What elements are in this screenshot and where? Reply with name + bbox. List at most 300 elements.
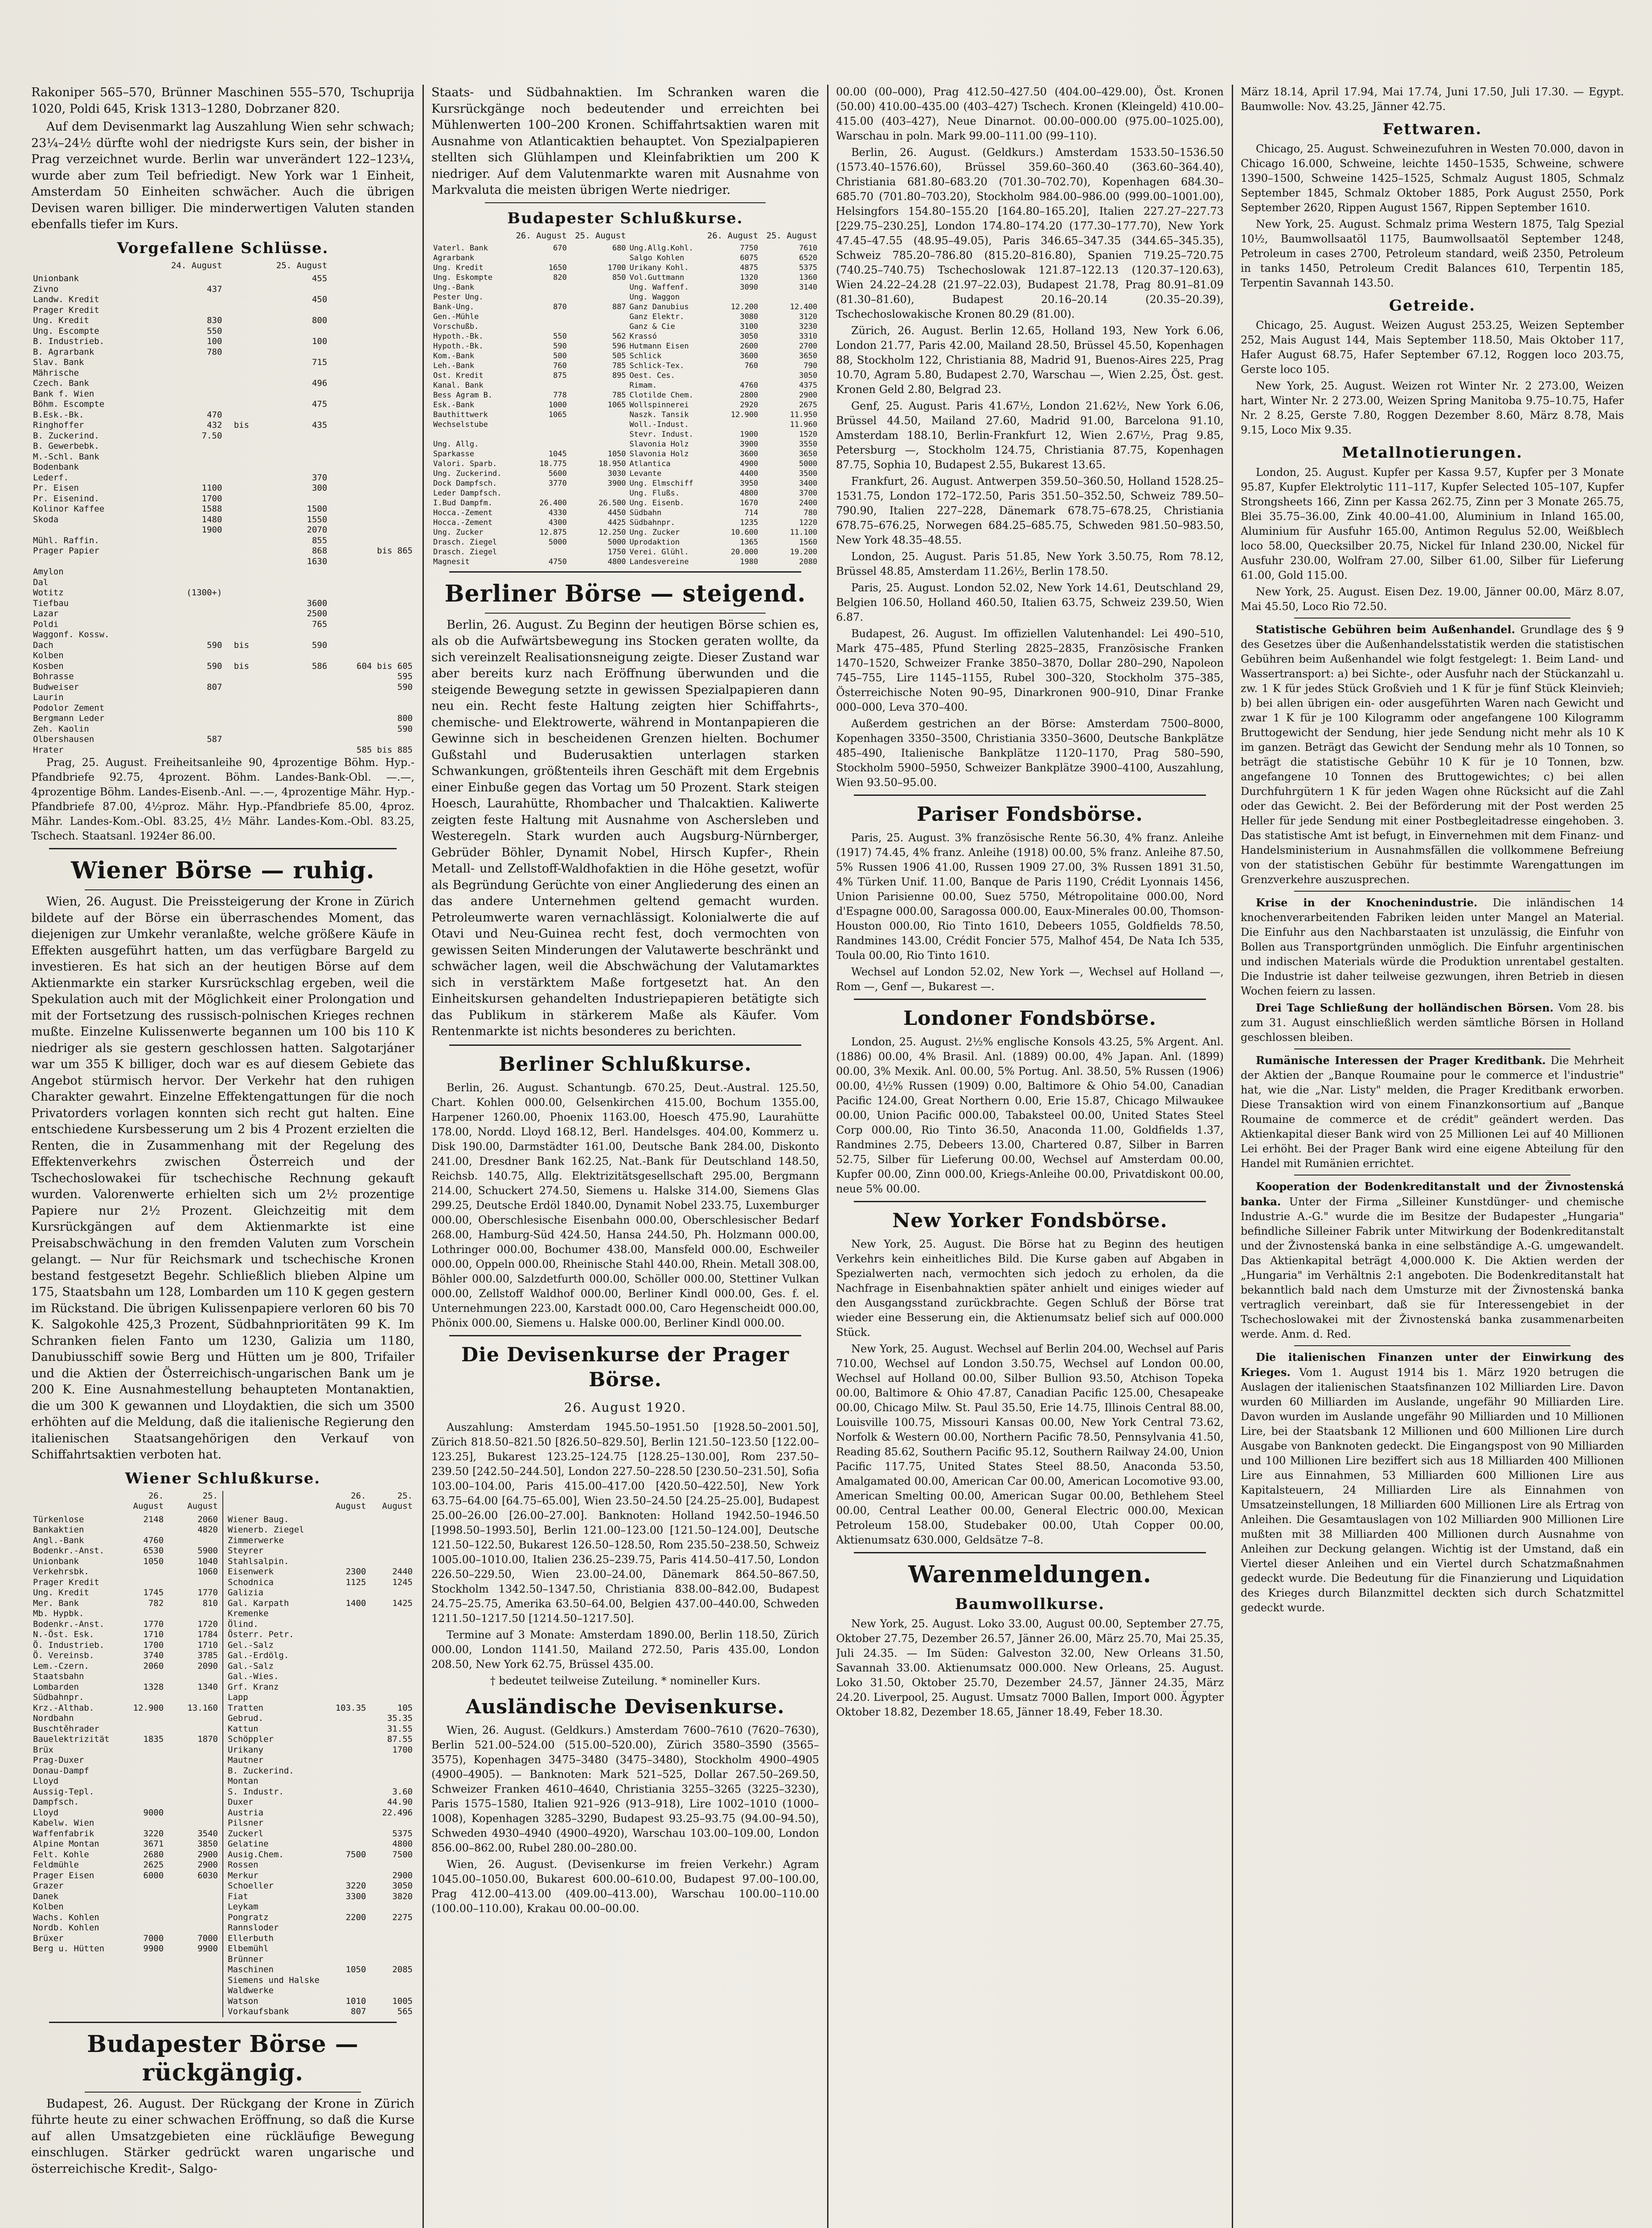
table-cell: Bodenkr.-Anst. xyxy=(33,1619,105,1629)
paris-paragraph: Paris, 25. August. London 52.02, New York 14.61, Deutschland 29, Belgien 106.50, Holland 460.50, Italien 63.75, Schweiz 239.50, Wien 6.87. xyxy=(836,582,1224,623)
table-cell: 4800 xyxy=(740,488,758,498)
table-cell xyxy=(251,494,329,504)
table-cell xyxy=(224,462,251,473)
table-cell: 3540 xyxy=(197,1828,218,1839)
table-cell: 1050 xyxy=(345,1965,366,1974)
table-cell: 6030 xyxy=(197,1870,218,1880)
table-cell: 1745 xyxy=(143,1588,164,1597)
table-cell xyxy=(760,292,819,302)
table-cell xyxy=(569,292,628,302)
table-cell xyxy=(146,368,224,379)
table-row xyxy=(226,1598,414,1609)
divider xyxy=(1294,1345,1570,1346)
table-cell: Nordbahn xyxy=(33,1713,74,1723)
pariser-fondsboerse-heading: Pariser Fondsbörse. xyxy=(917,803,1143,826)
table-cell xyxy=(329,557,414,567)
table-header-cell xyxy=(431,231,509,243)
table-row xyxy=(431,381,819,390)
table-cell: Bank-Ung. xyxy=(433,302,475,311)
table-row xyxy=(431,283,819,292)
table-cell: Prager Eisen xyxy=(33,1870,94,1880)
table-cell xyxy=(509,547,569,557)
table-cell: 1670 xyxy=(740,498,758,508)
table-cell: 1700 xyxy=(201,493,222,504)
table-cell: 2900 xyxy=(799,390,817,400)
table-row xyxy=(226,1525,414,1536)
table-cell: 1065 xyxy=(548,410,567,419)
table-row xyxy=(31,1850,220,1860)
table-row xyxy=(31,1588,220,1598)
table-cell xyxy=(329,640,414,651)
table-cell xyxy=(224,745,251,756)
table-cell xyxy=(509,253,569,263)
table-cell: Pr. Eisenind. xyxy=(33,493,99,504)
table-cell: Woll.-Indust. xyxy=(629,420,689,429)
table-cell: B. Industrieb. xyxy=(33,336,105,346)
table-cell xyxy=(146,389,224,400)
table-row xyxy=(31,462,414,473)
table-row xyxy=(226,1556,414,1567)
table-cell: bis xyxy=(234,640,250,650)
table-row xyxy=(31,1577,220,1588)
table-cell xyxy=(321,1797,368,1808)
table-cell xyxy=(165,1881,220,1892)
table-cell: Budweiser xyxy=(33,682,79,692)
table-row xyxy=(431,488,819,498)
table-row xyxy=(226,1651,414,1661)
table-cell: 790 xyxy=(803,361,817,370)
table-cell xyxy=(224,284,251,295)
table-cell: 1900 xyxy=(201,525,222,535)
table-cell: 2675 xyxy=(799,400,817,410)
table-cell: Ganz Danubius xyxy=(629,302,689,311)
table-cell xyxy=(146,305,224,316)
table-row xyxy=(431,479,819,488)
table-cell xyxy=(146,274,224,284)
table-row xyxy=(31,1692,220,1703)
table-cell: 590 xyxy=(397,724,413,734)
table-cell: 4450 xyxy=(607,508,626,517)
table-cell: 875 xyxy=(553,371,567,380)
table-cell: Kanal. Bank xyxy=(433,381,484,390)
table-row xyxy=(31,389,414,400)
table-cell: 3950 xyxy=(740,479,758,488)
table-cell: 4875 xyxy=(740,263,758,272)
col2-top-paragraph: Staats- und Südbahnaktien. Im Schranken waren die Kursrückgänge noch bedeutender und erreichten bei Mühlenwerten 100–200 Kronen. Schiffahrtsaktien waren mit Ausnahme von Atlanticaktien behauptet. Von Spezialpapieren stellten sich Glühlampen und Kleinfabriktien um 200 K niedriger. Auf dem Valutenmarkte waren mit Ausnahme von Markvaluta die meisten übrigen Werte niedriger. xyxy=(431,86,819,197)
table-cell: Leder Dampfsch. xyxy=(433,488,502,498)
table-cell: Drasch. Ziegel xyxy=(433,537,497,547)
table-cell: 1720 xyxy=(197,1619,218,1629)
table-cell xyxy=(321,1525,368,1536)
table-row xyxy=(226,1892,414,1902)
table-cell: 4425 xyxy=(607,518,626,527)
table-cell xyxy=(321,1944,368,1954)
table-cell: Ung. Kredit xyxy=(33,315,89,325)
table-row xyxy=(431,449,819,459)
table-cell: Merkur xyxy=(228,1870,258,1880)
table-cell: 496 xyxy=(312,378,328,388)
table-header-cell: 25. August xyxy=(276,260,328,270)
table-cell: Brünner xyxy=(228,1954,264,1964)
divider xyxy=(449,1335,801,1336)
table-cell: 1480 xyxy=(201,514,222,524)
divider xyxy=(449,571,801,573)
table-cell xyxy=(146,630,224,640)
table-row xyxy=(226,1745,414,1756)
budapester-schluss-heading: Budapester Schlußkurse. xyxy=(507,209,743,227)
table-row xyxy=(31,1860,220,1871)
table-cell: Berg u. Hütten xyxy=(33,1944,105,1954)
table-row xyxy=(431,547,819,557)
table-cell xyxy=(368,1671,414,1682)
table-cell xyxy=(224,546,251,557)
table-cell: Clotilde Chem. xyxy=(629,390,693,400)
getreide-paragraph-2: New York, 25. August. Weizen rot Winter Nr. 2 273.00, Weizen hart, Winter Nr. 2 273.00, Weizen Spring Manitoba 9.75–10.75, Hafer Nr. 2 8.25, Gerste 7.80, Roggen Dezember 8.60, März 8.78, Mais 9.15, Loco Mix 9.35. xyxy=(1241,380,1624,436)
table-cell xyxy=(321,1556,368,1567)
table-cell: 830 xyxy=(207,315,222,325)
table-cell xyxy=(224,315,251,326)
table-cell xyxy=(111,1797,166,1808)
table-cell xyxy=(569,283,628,292)
table-cell xyxy=(321,1682,368,1693)
table-cell: 807 xyxy=(207,682,222,692)
table-cell: 760 xyxy=(744,361,758,370)
table-row xyxy=(31,378,414,389)
table-row xyxy=(31,1619,220,1630)
table-cell: (1300+) xyxy=(186,588,222,598)
table-cell xyxy=(146,619,224,630)
table-cell xyxy=(321,1651,368,1661)
table-cell xyxy=(165,1745,220,1756)
table-cell: 1700 xyxy=(607,263,626,272)
wiener-boerse-heading: Wiener Börse — ruhig. xyxy=(71,857,375,884)
table-cell xyxy=(111,1881,166,1892)
table-cell: Türkenlose xyxy=(33,1514,84,1524)
table-row xyxy=(31,1567,220,1577)
table-cell xyxy=(509,439,569,449)
statistische-gebuehren-paragraph: Grundlage des § 9 des Gesetzes über die Außenhandelsstatistik werden die statistischen Gebühren beim Außenhandel wie folgt festgelegt: 1. Beim Land- und Wassertransport: a) bei Sichte-, oder Ausfuhr nach der Stückanzahl u. zw. 1 K für jedes Stück Großvieh und 1 K für je fünf Stück Kleinvieh; b) bei allen übrigen ein- oder ausgeführten Waren nach Gewicht und zwar 1 K für je 100 Kilogramm oder angefangene 100 Kilogramm Bruttogewicht der Sendung, hier jede Sendung nicht mehr als 10 K im ganzen. Beträgt das Gewicht der Sendung mehr als 10 Tonnen, so beträgt die statistische Gebühr 10 K für je 10 Tonnen, bzw. angefangene 10 Tonnen des Bruttogewichtes; c) bei allen Durchfuhrgütern 1 K für jeden Wagen ohne Rücksicht auf die Zahl oder das Gewicht. 2. Bei der Beförderung mit der Post werden 25 Heller für jede Sendung mit einer Postbegleitadresse eingehoben. 3. Das statistische Amt ist befugt, in Einvernehmen mit dem Finanz- und Handelsministerium in Ausnahmsfällen die vollkommene Befreiung von der statistischen Gebühr für bestimmte Warengattungen im Grenzverkehre auszusprechen. xyxy=(1241,623,1624,886)
table-cell: 3650 xyxy=(799,449,817,459)
table-row xyxy=(226,1839,414,1850)
table-cell: 6075 xyxy=(740,253,758,262)
table-cell xyxy=(251,305,329,316)
table-cell: 2900 xyxy=(197,1860,218,1870)
table-cell: 12.400 xyxy=(790,302,817,311)
column-rule xyxy=(422,85,424,2228)
table-cell: 3700 xyxy=(799,488,817,498)
table-cell xyxy=(111,1609,166,1619)
berliner-boerse-heading: Berliner Börse — steigend. xyxy=(444,580,806,607)
table-cell: 2440 xyxy=(392,1567,413,1577)
wiener-boerse-paragraph: Wien, 26. August. Die Preissteigerung der Krone in Zürich bildete auf der Börse ein überraschendes Moment, das diejenigen zur Umkehr veranlaßte, welche größere Käufe in Effekten ausgeführt hatten, um das verfügbare Bargeld zu investieren. Es hat sich an der heutigen Börse auf dem Aktienmarkte ein starker Kursrückschlag ergeben, weil die Spekulation auch mit der Möglichkeit einer Prolongation und mit der Fortsetzung des russisch-polnischen Krieges rechnen mußte. Einzelne Kulissenwerte begannen um 100 bis 110 K niedriger als sie gestern geschlossen hatten. Salgotarjáner war um 355 K billiger, doch war es auf diesem Gebiete das Angebot stürmisch hervor. Der Verkehr hat den ruhigen Charakter gewahrt. Einzelne Effektengattungen für die noch Privatorders vorlagen konnten sich recht gut halten. Eine entschiedene Kursbesserung um 2 bis 4 Prozent erzielten die Renten, die in Zusammenhang mit der Regelung des Effektenverkehrs zwischen Österreich und der Tschechoslowakei für tschechische Rechnung gekauft wurden. Valorenwerte erhielten sich um 2½ prozentige Papiere nur 2½ Prozent. Gleichzeitig mit dem Kursrückgängen auf dem Aktienmarkte ist eine Preisabschwächung in den fremden Valuten zum Vorschein gelangt. — Nur für Reichsmark und tschechische Kronen bestand festgesetzt Begehr. Schließlich blieben Alpine um 175, Staatsbahn um 128, Lombarden um 110 K gegen gestern im Rückstand. Die übrigen Kulissenpapiere verloren 60 bis 70 K. Salgokohle 425,3 Prozent, Südbahnprioritäten 99 K. Im Schranken fielen Fanto um 1230, Galizia um 1180, Danubiusschiff sowie Berg und Hütten um je 800, Trifailer und die Aktien der Österreichisch-ungarischen Bank um je 200 K. Eine Ausnahmestellung behaupteten Montanaktien, die um 300 K gewannen und Lloydaktien, die sich um 3500 erhöhten auf die Meldung, daß die italienische Regierung den italienischen Staatsangehörigen den Verkauf von Schiffahrtsaktien verboten hat. xyxy=(31,895,414,1462)
table-cell: 1400 xyxy=(345,1598,366,1608)
table-cell xyxy=(329,452,414,463)
table-cell: 2600 xyxy=(740,341,758,351)
column-3 xyxy=(836,85,1224,2228)
baumwoll-paragraph: New York, 25. August. Loko 33.00, August 00.00, September 27.75, Oktober 27.75, Dezember 26.57, Jänner 26.00, März 25.70, Mai 25.35, Juli 24.35. — Im Süden: Galveston 32.00, New Orleans 31.50, Savannah 33.00. Aktienumsatz 000.000. New Orleans, 25. August. Loko 31.50, Oktober 25.70, Dezember 24.57, Jänner 24.35, März 24.20. Liverpool, 25. August. Umsatz 7000 Ballen, Import 000. Ägypter Oktober 18.82, Dezember 18.65, Jänner 18.49, Feber 18.30. xyxy=(836,1618,1224,1718)
table-cell: 370 xyxy=(312,472,328,483)
table-cell: 2200 xyxy=(345,1912,366,1922)
table-cell xyxy=(224,295,251,305)
table-cell: Ellerbuth xyxy=(228,1933,274,1943)
table-cell: 800 xyxy=(312,315,328,325)
table-cell: 3030 xyxy=(607,469,626,478)
table-row xyxy=(31,368,414,379)
table-cell: 35.35 xyxy=(387,1713,413,1723)
table-cell: Unionbank xyxy=(33,1556,79,1566)
table-cell: 714 xyxy=(744,508,758,517)
table-cell: Zivno xyxy=(33,284,59,294)
table-cell xyxy=(329,378,414,389)
table-cell: Maschinen xyxy=(228,1965,274,1974)
table-cell: 1050 xyxy=(143,1556,164,1566)
table-cell xyxy=(224,326,251,337)
table-cell: 855 xyxy=(312,535,328,545)
table-cell: 11.950 xyxy=(790,410,817,419)
table-cell: Ringhoffer xyxy=(33,420,84,430)
table-cell xyxy=(368,1515,414,1525)
table-cell: 3120 xyxy=(799,312,817,321)
table-cell: Zimmerwerke xyxy=(228,1535,284,1545)
table-cell: Hutmann Eisen xyxy=(629,341,689,351)
table-cell: 9000 xyxy=(143,1807,164,1818)
table-cell: Nordb. Kohlen xyxy=(33,1923,99,1933)
table-cell: Ung. Kredit xyxy=(33,1588,89,1597)
table-cell: Steyrer xyxy=(228,1546,264,1556)
table-row xyxy=(226,1724,414,1735)
table-cell xyxy=(321,1619,368,1630)
pariser-paragraph: Paris, 25. August. 3% französische Rente 56.30, 4% franz. Anleihe (1917) 74.45, 4% franz. Anleihe (1918) 00.00, 5% franz. Anleihe 87.50, 5% Russen 1906 41.00, Russen 1909 27.00, 3% Russen 1891 31.50, 4% Türken Unif. 11.00, Banque de Paris 1190, Crédit Lyonnais 1456, Union Parisienne 00.00, Suez 5750, Métropolitaine 000.00, Nord d'Espagne 000.00, Saragossa 000.00, Eaux-Minerales 00.00, Thomson-Houston 000.00, Rio Tinto 1610, Debeers 1055, Goldfields 78.50, Randmines 143.00, Crédit Foncier 575, Malhof 454, De Nata Ich 535, Toula 00.00, Rio Tinto 1610. xyxy=(836,831,1224,962)
table-cell: 3230 xyxy=(799,322,817,331)
table-header-cell: 25. August xyxy=(575,230,626,241)
table-cell: Bodenkr.-Anst. xyxy=(33,1546,105,1556)
table-cell: 9900 xyxy=(197,1944,218,1954)
table-cell: 26.400 xyxy=(539,498,567,508)
table-cell xyxy=(509,381,569,390)
table-cell xyxy=(251,389,329,400)
table-cell: bis 865 xyxy=(377,546,413,556)
table-cell: 4375 xyxy=(799,381,817,390)
wien-devisen-paragraph: Wien, 26. August. (Devisenkurse im freien Verkehr.) Agram 1045.00–1050.00, Bukarest 600.00–610.00, Budapest 97.00–100.00, Prag 412.00–413.00 (409.00–413.00), Warschau 100.00–110.00 (100.00–110.00), Krakau 00.00–00.00. xyxy=(431,1858,819,1915)
table-cell: Mb. Hypbk. xyxy=(33,1609,84,1618)
divider xyxy=(854,1552,1206,1553)
table-row xyxy=(31,1871,220,1881)
table-cell xyxy=(165,1808,220,1818)
table-row xyxy=(31,1745,220,1756)
table-row xyxy=(31,567,414,577)
table-cell: Südbahnpr. xyxy=(33,1692,84,1702)
table-cell: Prag-Duxer xyxy=(33,1755,84,1765)
table-cell xyxy=(224,619,251,630)
table-cell: Magnesit xyxy=(433,557,470,566)
table-row xyxy=(31,525,414,536)
table-cell xyxy=(701,420,760,430)
table-header-cell: 26. August xyxy=(133,1491,164,1511)
devisen-prag-heading: Die Devisenkurse der Prager Börse. xyxy=(461,1343,790,1391)
table-cell: Ö. Industrieb. xyxy=(33,1640,105,1650)
table-cell: 1700 xyxy=(143,1640,164,1650)
divider xyxy=(854,999,1206,1000)
table-cell: 12.900 xyxy=(133,1703,164,1713)
table-cell: Wachs. Kohlen xyxy=(33,1912,99,1922)
table-cell xyxy=(251,692,329,703)
table-cell xyxy=(146,357,224,368)
table-cell xyxy=(146,609,224,619)
table-cell: Drasch. Ziegel xyxy=(433,547,497,557)
table-row xyxy=(31,1598,220,1609)
table-cell xyxy=(224,672,251,682)
table-cell xyxy=(321,1536,368,1546)
table-cell xyxy=(329,347,414,358)
table-cell: 4300 xyxy=(548,518,567,527)
table-cell xyxy=(368,1776,414,1787)
table-cell: 887 xyxy=(612,302,626,311)
table-row xyxy=(31,274,414,284)
table-cell: 1980 xyxy=(740,557,758,566)
table-cell: 1328 xyxy=(143,1682,164,1692)
table-cell xyxy=(251,567,329,577)
table-cell xyxy=(329,515,414,525)
table-cell: 5000 xyxy=(548,537,567,547)
table-cell xyxy=(165,1923,220,1933)
table-cell: 7000 xyxy=(143,1933,164,1943)
table-header-row xyxy=(431,231,819,243)
table-cell: Ö. Vereinsb. xyxy=(33,1651,94,1660)
table-cell xyxy=(509,292,569,302)
table-cell: 1125 xyxy=(345,1577,366,1587)
table-cell: 1750 xyxy=(607,547,626,557)
table-cell xyxy=(321,1829,368,1839)
table-cell: 590 xyxy=(312,640,328,650)
table-header-row xyxy=(226,1491,414,1515)
table-cell xyxy=(251,672,329,682)
table-row xyxy=(31,724,414,735)
divider xyxy=(854,1201,1206,1202)
table-cell xyxy=(368,1954,414,1965)
table-cell: 1425 xyxy=(392,1598,413,1608)
table-row xyxy=(31,1766,220,1777)
table-cell: 3550 xyxy=(799,439,817,449)
londoner-paragraph: London, 25. August. 2½% englische Konsols 43.25, 5% Argent. Anl. (1886) 00.00, 4% Brasil. Anl. (1889) 00.00, 4% Japan. Anl. (1899) 00.00, 3% Mexik. Anl. 00.00, 5% Portug. Anl. 38.50, 5% Russen (1906) 00.00, 4½% Russen (1909) 0.00, Baltimore & Ohio 54.00, Canadian Pacific 124.00, Great Northern 0.00, Erie 15.87, Chicago Milwaukee 00.00, Union Pacific 000.00, Tabaksteel 00.00, United States Steel Corp 000.00, Rio Tinto 36.50, Anaconda 11.00, Goldfields 1.37, Randmines 2.75, Debeers 13.00, Chartered 0.87, Silber in Barren 52.75, Silber für Lieferung 00.00, Wechsel auf Amsterdam 00.00, Kupfer 00.00, Zinn 000.00, Kriegs-Anleihe 00.00, Privatdiskont 00.00, neue 5% 00.00. xyxy=(836,1036,1224,1195)
table-cell: 670 xyxy=(553,243,567,253)
table-cell xyxy=(321,1546,368,1556)
table-cell: 3.60 xyxy=(392,1786,413,1797)
prag-paragraph: Prag, 25. August. Freiheitsanleihe 90, 4prozentige Böhm. Hyp.-Pfandbriefe 92.75, 4prozent. Böhm. Landes-Bank-Obl. —.—, 4prozentige Böhm. Landes-Eisenb.-Anl. —.—, 4prozentige Mähr. Hyp.-Pfandbriefe 87.00, 4½proz. Mähr. Hyp.-Pfandbriefe 85.00, 4proz. Mähr. Landes-Kom.-Obl. 83.25, 4½ Mähr. Landes-Kom.-Obl. 83.25, Tschech. Staatsanl. 1924er 86.00. xyxy=(31,756,414,842)
table-row xyxy=(31,1892,220,1902)
table-row xyxy=(226,1871,414,1881)
table-row xyxy=(31,336,414,347)
table-row xyxy=(226,1797,414,1808)
table-cell: 7500 xyxy=(392,1849,413,1859)
table-cell: Pongratz xyxy=(228,1912,269,1922)
table-cell xyxy=(165,1818,220,1829)
table-cell xyxy=(329,420,414,431)
table-row xyxy=(226,1536,414,1546)
table-cell xyxy=(224,734,251,745)
table-cell: Unionbank xyxy=(33,274,79,283)
table-row xyxy=(431,292,819,302)
table-cell xyxy=(509,420,569,430)
devisen-paragraph: Auf dem Devisenmarkt lag Auszahlung Wien sehr schwach; 23¼–24½ dürfte wohl der niedrigste Kurs sein, der bisher in Prag verzeichnet wurde. Berlin war unverändert 122–123¼, wurde aber zum Teil befriedigt. New York war 1 Einheit, Amsterdam 50 Einheiten schwächer. Auch die übrigen Devisen waren billiger. Die minderwertigen Valuten standen ebenfalls tiefer im Kurs. xyxy=(31,120,414,231)
table-cell xyxy=(329,274,414,284)
table-cell: Gen.-Mühle xyxy=(433,312,479,321)
table-cell: Leykam xyxy=(228,1902,258,1912)
table-row xyxy=(31,1609,220,1619)
table-cell: Atlantica xyxy=(629,459,671,468)
table-row xyxy=(226,1923,414,1933)
table-row xyxy=(226,1755,414,1766)
table-cell: 2800 xyxy=(740,390,758,400)
table-cell: Wienerb. Ziegel xyxy=(228,1525,304,1535)
table-cell xyxy=(321,1871,368,1881)
table-row xyxy=(31,1923,220,1933)
table-row xyxy=(226,1818,414,1829)
table-cell: Agrarbank xyxy=(433,253,475,262)
table-cell xyxy=(224,389,251,400)
table-row xyxy=(31,609,414,619)
table-cell xyxy=(111,1787,166,1798)
table-cell xyxy=(321,1745,368,1756)
table-cell: 850 xyxy=(612,273,626,282)
divider xyxy=(85,2092,361,2093)
table-cell: Südbahn xyxy=(629,508,662,517)
table-row xyxy=(431,459,819,469)
table-cell: 12.250 xyxy=(598,528,626,537)
table-cell: Slavonia Holz xyxy=(629,439,689,449)
table-cell xyxy=(146,399,224,410)
table-cell: 1560 xyxy=(799,537,817,547)
table-cell xyxy=(224,494,251,504)
table-row xyxy=(226,1954,414,1965)
table-cell xyxy=(111,1567,166,1577)
table-row xyxy=(31,672,414,682)
table-cell: 87.55 xyxy=(387,1734,413,1744)
table-cell: 3820 xyxy=(392,1891,413,1901)
table-row xyxy=(31,284,414,295)
table-cell xyxy=(111,1577,166,1588)
table-cell: 4800 xyxy=(392,1839,413,1849)
table-cell: 596 xyxy=(612,341,626,351)
table-cell: Wollspinnerei xyxy=(629,400,689,410)
table-row xyxy=(226,1829,414,1839)
table-cell: Kolinor Kaffee xyxy=(33,504,105,514)
table-cell: Ung. Waffenf. xyxy=(629,283,689,292)
table-cell: Brüx xyxy=(33,1745,53,1755)
table-cell xyxy=(321,1986,368,1996)
table-row xyxy=(226,1588,414,1598)
table-row xyxy=(31,1755,220,1766)
table-cell: 12.875 xyxy=(539,528,567,537)
intro-text: Rakoniper 565–570, Brünner Maschinen 555–570, Tschuprija 1020, Poldi 645, Krisk 1313–1280, Dobrzaner 820. xyxy=(31,86,414,116)
table-cell: Olbershausen xyxy=(33,734,94,744)
table-cell: 11.100 xyxy=(790,528,817,537)
table-cell: Vaterl. Bank xyxy=(433,243,488,253)
table-cell xyxy=(368,1640,414,1651)
table-header-cell: 25. August xyxy=(187,1491,218,1511)
table-cell: Ung. Zuckerind. xyxy=(433,469,502,478)
table-cell: Dock Dampfsch. xyxy=(433,479,497,488)
table-cell: Eisenwerk xyxy=(228,1567,274,1577)
table-cell: 22.496 xyxy=(382,1807,413,1818)
table-cell: Rannsloder xyxy=(228,1923,279,1933)
table-cell: Bauelektrizität xyxy=(33,1734,110,1744)
table-cell xyxy=(329,305,414,316)
table-cell: 1784 xyxy=(197,1630,218,1639)
table-cell: 103.35 xyxy=(335,1703,366,1713)
table-cell: Verei. Glühl. xyxy=(629,547,689,557)
table-cell: Podolor Zement xyxy=(33,703,105,713)
table-cell xyxy=(329,630,414,640)
